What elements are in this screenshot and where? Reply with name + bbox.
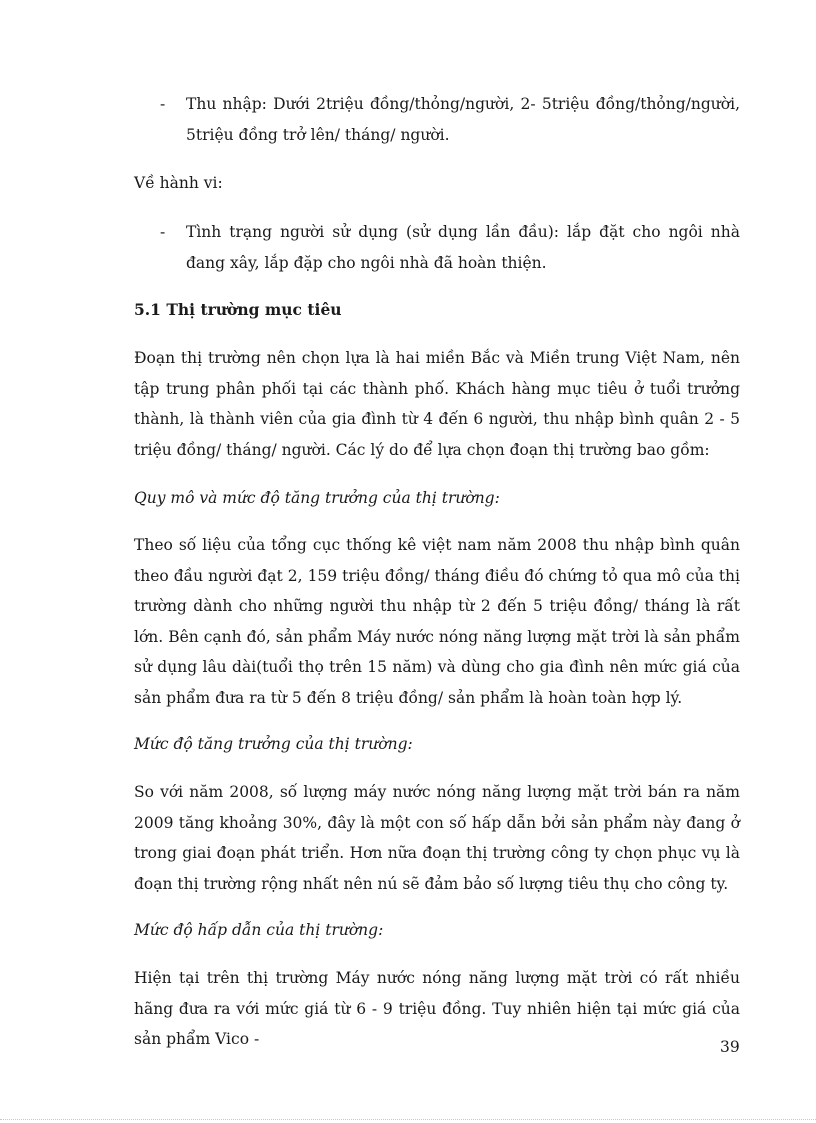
page-bottom-divider	[0, 1119, 816, 1120]
paragraph-target: Đoạn thị trường nên chọn lựa là hai miền Bắc và Miền trung Việt Nam, nên tập trung phân phối tại các thành phố. Khách hàng mục tiêu ở tuổi trưởng thành, là thành viên của gia đình từ 4 đến 6 người, thu nhập bình quân 2 - 5 triệu đồng/ tháng/ người. Các lý do để lựa chọn đoạn thị trường bao gồm:	[134, 349, 740, 459]
bullet-usage	[160, 217, 740, 278]
paragraph-attract: Hiện tại trên thị trường Máy nước nóng năng lượng mặt trời có rất nhiều hãng đưa ra với mức giá từ 6 - 9 triệu đồng. Tuy nhiên hiện tại mức giá của sản phẩm Vico -	[134, 969, 740, 1048]
bullet-dash: -	[160, 95, 166, 113]
behavior-heading: Về hành vi:	[134, 174, 223, 192]
bullet-income-text: Thu nhập: Dưới 2triệu đồng/thỏng/người, 2- 5triệu đồng/thỏng/người, 5triệu đồng trở lên/ tháng/ người.	[186, 95, 740, 144]
paragraph-scale: Theo số liệu của tổng cục thống kê việt nam năm 2008 thu nhập bình quân theo đầu người đạt 2, 159 triệu đồng/ tháng điều đó chứng tỏ qua mô của thị trường dành cho những người thu nhập từ 2 đến 5 triệu đồng/ tháng là rất lớn. Bên cạnh đó, sản phẩm Máy nước nóng năng lượng mặt trời là sản phẩm sử dụng lâu dài(tuổi thọ trên 15 năm) và dùng cho gia đình nên mức giá của sản phẩm đưa ra từ 5 đến 8 triệu đồng/ sản phẩm là hoàn toàn hợp lý.	[134, 536, 740, 707]
bullet-usage-text: Tình trạng người sử dụng (sử dụng lần đầu): lắp đặt cho ngôi nhà đang xây, lắp đặp cho ngôi nhà đã hoàn thiện.	[186, 223, 740, 272]
subheading-growth: Mức độ tăng trưởng của thị trường:	[134, 735, 413, 753]
subheading-scale: Quy mô và mức độ tăng trưởng của thị trường:	[134, 489, 500, 507]
page-number: 39	[720, 1038, 740, 1056]
bullet-income	[160, 89, 740, 150]
paragraph-growth: So với năm 2008, số lượng máy nước nóng năng lượng mặt trời bán ra năm 2009 tăng khoảng 30%, đây là một con số hấp dẫn bởi sản phẩm này đang ở trong giai đoạn phát triển. Hơn nữa đoạn thị trường công ty chọn phục vụ là đoạn thị trường rộng nhất nên nú sẽ đảm bảo số lượng tiêu thụ cho công ty.	[134, 783, 740, 893]
subheading-attract: Mức độ hấp dẫn của thị trường:	[134, 921, 384, 939]
bullet-dash: -	[160, 223, 166, 241]
section-heading: 5.1 Thị trường mục tiêu	[134, 300, 342, 319]
